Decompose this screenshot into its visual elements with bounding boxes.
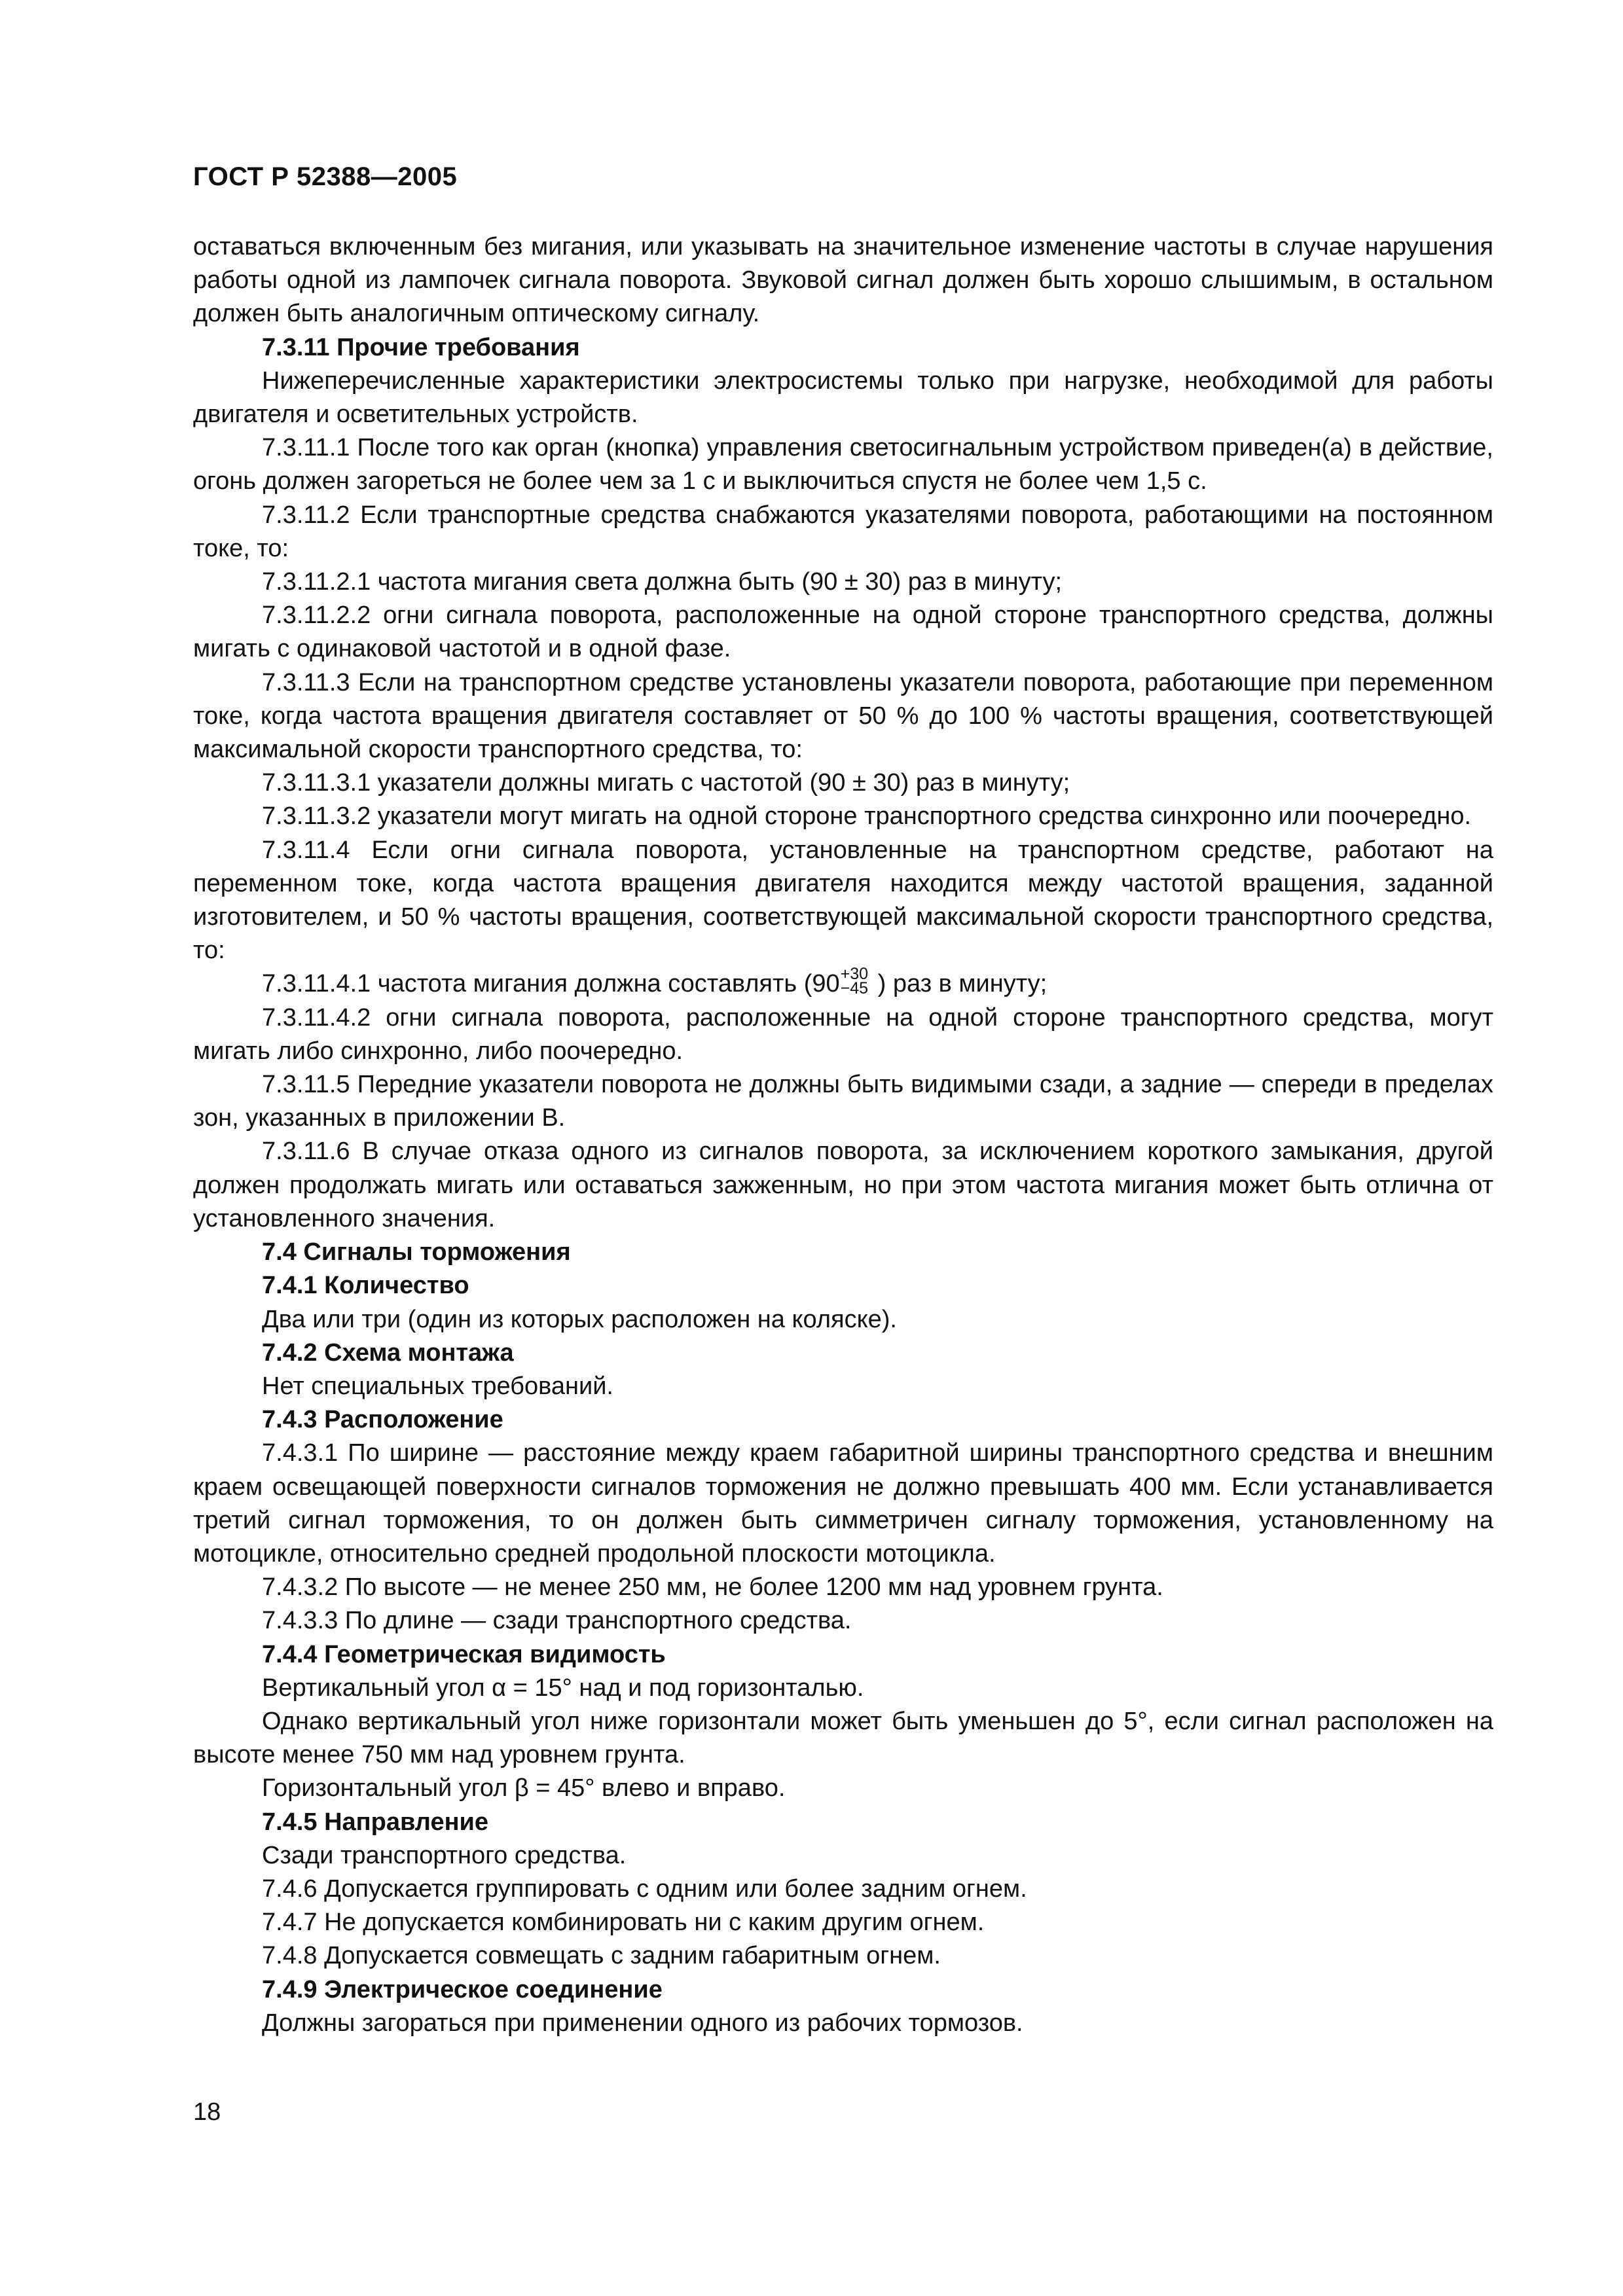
section-heading-7-4-4: 7.4.4 Геометрическая видимость [262,1640,666,1668]
section-heading-7-4-5: 7.4.5 Направление [262,1808,489,1836]
document-body [193,230,1493,2040]
clause-7-3-11-3-2: 7.3.11.3.2 указатели могут мигать на одной стороне транспортного средства синхронно или поочередно. [262,802,1472,831]
tolerance-upper: +30 [840,965,869,984]
clause-7-4-3-1: 7.4.3.1 По ширине — расстояние между краем габаритной ширины транспортного средства и внешним краем освещающей поверхности сигналов торможения не должно превышать 400 мм. Если устанавливается третий сигнал торможения, то он должен быть симметричен сигналу торможения, установленному на мотоцикле, относительно средней продольной плоскости мотоцикла. [193,1439,1493,1568]
clause-7-3-11-3-1: 7.3.11.3.1 указатели должны мигать с частотой (90 ± 30) раз в минуту; [262,769,1070,797]
tolerance-fraction [841,967,868,996]
clause-7-3-11-4: 7.3.11.4 Если огни сигнала поворота, установленные на транспортном средстве, работают на переменном токе, когда частота вращения двигателя находится между частотой вращения, заданной изготовителем, и 50 % частоты вращения, соответствующей максимальной скорости транспортного средства, то: [193,836,1493,965]
paragraph: Однако вертикальный угол ниже горизонтали может быть уменьшен до 5°, если сигнал расположен на высоте менее 750 мм над уровнем грунта. [193,1707,1493,1769]
tolerance-lower: −45 [840,979,869,998]
paragraph: Два или три (один из которых расположен на коляске). [262,1305,897,1333]
clause-7-3-11-3: 7.3.11.3 Если на транспортном средстве установлены указатели поворота, работающие при переменном токе, когда частота вращения двигателя составляет от 50 % до 100 % частоты вращения, соответствующей максимальной скорости транспортного средства, то: [193,668,1493,764]
clause-7-4-6: 7.4.6 Допускается группировать с одним или более задним огнем. [262,1874,1027,1903]
section-heading-7-4-9: 7.4.9 Электрическое соединение [262,1975,663,2003]
clause-7-4-7: 7.4.7 Не допускается комбинировать ни с каким другим огнем. [262,1909,985,1937]
clause-7-4-3-3: 7.4.3.3 По длине — сзади транспортного средства. [262,1607,852,1635]
paragraph: Нижеперечисленные характеристики электросистемы только при нагрузке, необходимой для работы двигателя и осветительных устройств. [193,367,1493,429]
section-heading-7-4-2: 7.4.2 Схема монтажа [262,1338,514,1367]
clause-7-3-11-6: 7.3.11.6 В случае отказа одного из сигналов поворота, за исключением короткого замыкания, другой должен продолжать мигать или оставаться зажженным, но при этом частота мигания может быть отлична от установленного значения. [193,1138,1493,1232]
paragraph: Сзади транспортного средства. [262,1841,627,1869]
clause-7-3-11-2: 7.3.11.2 Если транспортные средства снабжаются указателями поворота, работающими на постоянном токе, то: [193,501,1493,562]
section-heading-7-4-3: 7.4.3 Расположение [262,1406,503,1434]
document-code-header: ГОСТ Р 52388—2005 [193,162,458,191]
clause-7-3-11-4-1 [193,967,1493,1001]
paragraph: Нет специальных требований. [262,1372,613,1400]
clause-7-3-11-4-2: 7.3.11.4.2 огни сигнала поворота, расположенные на одной стороне транспортного средства, могут мигать либо синхронно, либо поочередно. [193,1003,1493,1065]
clause-7-3-11-2-2: 7.3.11.2.2 огни сигнала поворота, расположенные на одной стороне транспортного средства, должны мигать с одинаковой частотой и в одной фазе. [193,601,1493,663]
clause-7-3-11-2-1: 7.3.11.2.1 частота мигания света должна быть (90 ± 30) раз в минуту; [262,568,1063,596]
clause-suffix: ) раз в минуту; [871,970,1048,998]
paragraph: Вертикальный угол α = 15° над и под горизонталью. [262,1674,864,1702]
clause-7-3-11-1: 7.3.11.1 После того как орган (кнопка) управления светосигнальным устройством приведен(а) в действие, огонь должен загореться не более чем за 1 с и выключиться спустя не более чем 1,5 с. [193,434,1493,495]
clause-7-4-3-2: 7.4.3.2 По высоте — не менее 250 мм, не более 1200 мм над уровнем грунта. [262,1573,1163,1602]
clause-7-4-8: 7.4.8 Допускается совмещать с задним габаритным огнем. [262,1942,941,1970]
section-heading-7-3-11: 7.3.11 Прочие требования [262,333,580,361]
clause-prefix: 7.3.11.4.1 частота мигания должна составлять (90 [262,970,840,998]
page-number: 18 [193,2098,221,2126]
paragraph-continuation: оставаться включенным без мигания, или указывать на значительное изменение частоты в случае нарушения работы одной из лампочек сигнала поворота. Звуковой сигнал должен быть хорошо слышимым, в остальном должен быть аналогичным оптическому сигналу. [193,233,1493,328]
section-heading-7-4-1: 7.4.1 Количество [262,1272,469,1300]
clause-7-3-11-5: 7.3.11.5 Передние указатели поворота не должны быть видимыми сзади, а задние — спереди в пределах зон, указанных в приложении В. [193,1071,1493,1132]
section-heading-7-4: 7.4 Сигналы торможения [262,1238,571,1266]
paragraph: Должны загораться при применении одного из рабочих тормозов. [262,2009,1023,2037]
paragraph: Горизонтальный угол β = 45° влево и вправо. [262,1774,786,1803]
